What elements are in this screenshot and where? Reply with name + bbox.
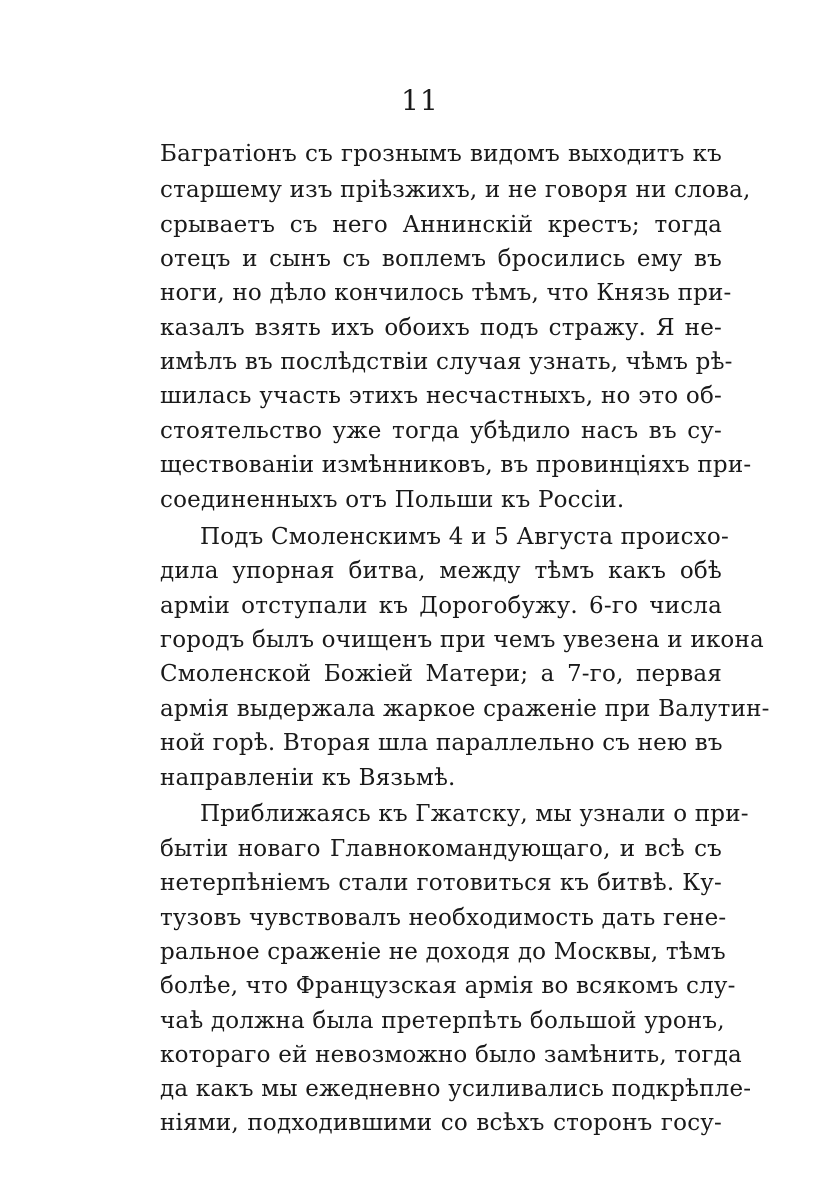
text-line: ной горѣ. Вторая шла параллельно съ нею въ	[160, 730, 723, 756]
text-line: соединенныхъ отъ Польши къ Россіи.	[160, 487, 625, 513]
text-line: срываетъ съ него Аннинскій крестъ; тогда	[160, 212, 722, 238]
text-line: ніями, подходившими со всѣхъ сторонъ госу-	[160, 1110, 722, 1136]
text-line: армія выдержала жаркое сраженіе при Валутин-	[160, 696, 770, 722]
text-line: Подъ Смоленскимъ 4 и 5 Августа происхо-	[200, 524, 729, 550]
text-line: да какъ мы ежедневно усиливались подкрѣпле-	[160, 1076, 752, 1102]
text-line: бытіи новаго Главнокомандующаго, и всѣ съ	[160, 836, 722, 862]
text-line: арміи отступали къ Дорогобужу. 6-го числа	[160, 593, 722, 619]
text-line: казалъ взять ихъ обоихъ подъ стражу. Я не-	[160, 315, 722, 341]
text-line: дила упорная битва, между тѣмъ какъ обѣ	[160, 558, 722, 584]
text-line: Приближаясь къ Гжатску, мы узнали о при-	[200, 801, 749, 827]
text-line: чаѣ должна была претерпѣть большой уронъ,	[160, 1008, 725, 1034]
text-line: ноги, но дѣло кончилось тѣмъ, что Князь при-	[160, 280, 732, 306]
text-line: стоятельство уже тогда убѣдило насъ въ су-	[160, 418, 722, 444]
text-line: направленіи къ Вязьмѣ.	[160, 765, 456, 791]
text-line: шилась участь этихъ несчастныхъ, но это об-	[160, 383, 722, 409]
text-line: Багратіонъ съ грознымъ видомъ выходитъ къ	[160, 141, 722, 167]
text-line: имѣлъ въ послѣдствіи случая узнать, чѣмъ рѣ-	[160, 349, 733, 375]
text-line: болѣе, что Французская армія во всякомъ слу-	[160, 973, 736, 999]
text-line: ральное сраженіе не доходя до Москвы, тѣмъ	[160, 939, 726, 965]
text-line: котораго ей невозможно было замѣнить, тогда	[160, 1042, 742, 1068]
text-line: городъ былъ очищенъ при чемъ увезена и икона	[160, 627, 764, 653]
text-line: Смоленской Божіей Матери; а 7-го, первая	[160, 661, 722, 687]
text-line: тузовъ чувствовалъ необходимость дать гене-	[160, 905, 727, 931]
text-line: старшему изъ пріѣзжихъ, и не говоря ни слова,	[160, 177, 751, 203]
text-line: отецъ и сынъ съ воплемъ бросились ему въ	[160, 246, 722, 272]
text-line: ществованіи измѣнниковъ, въ провинціяхъ при-	[160, 452, 752, 478]
text-line: нетерпѣніемъ стали готовиться къ битвѣ. Ку-	[160, 870, 722, 896]
page-number: 11	[401, 84, 439, 117]
